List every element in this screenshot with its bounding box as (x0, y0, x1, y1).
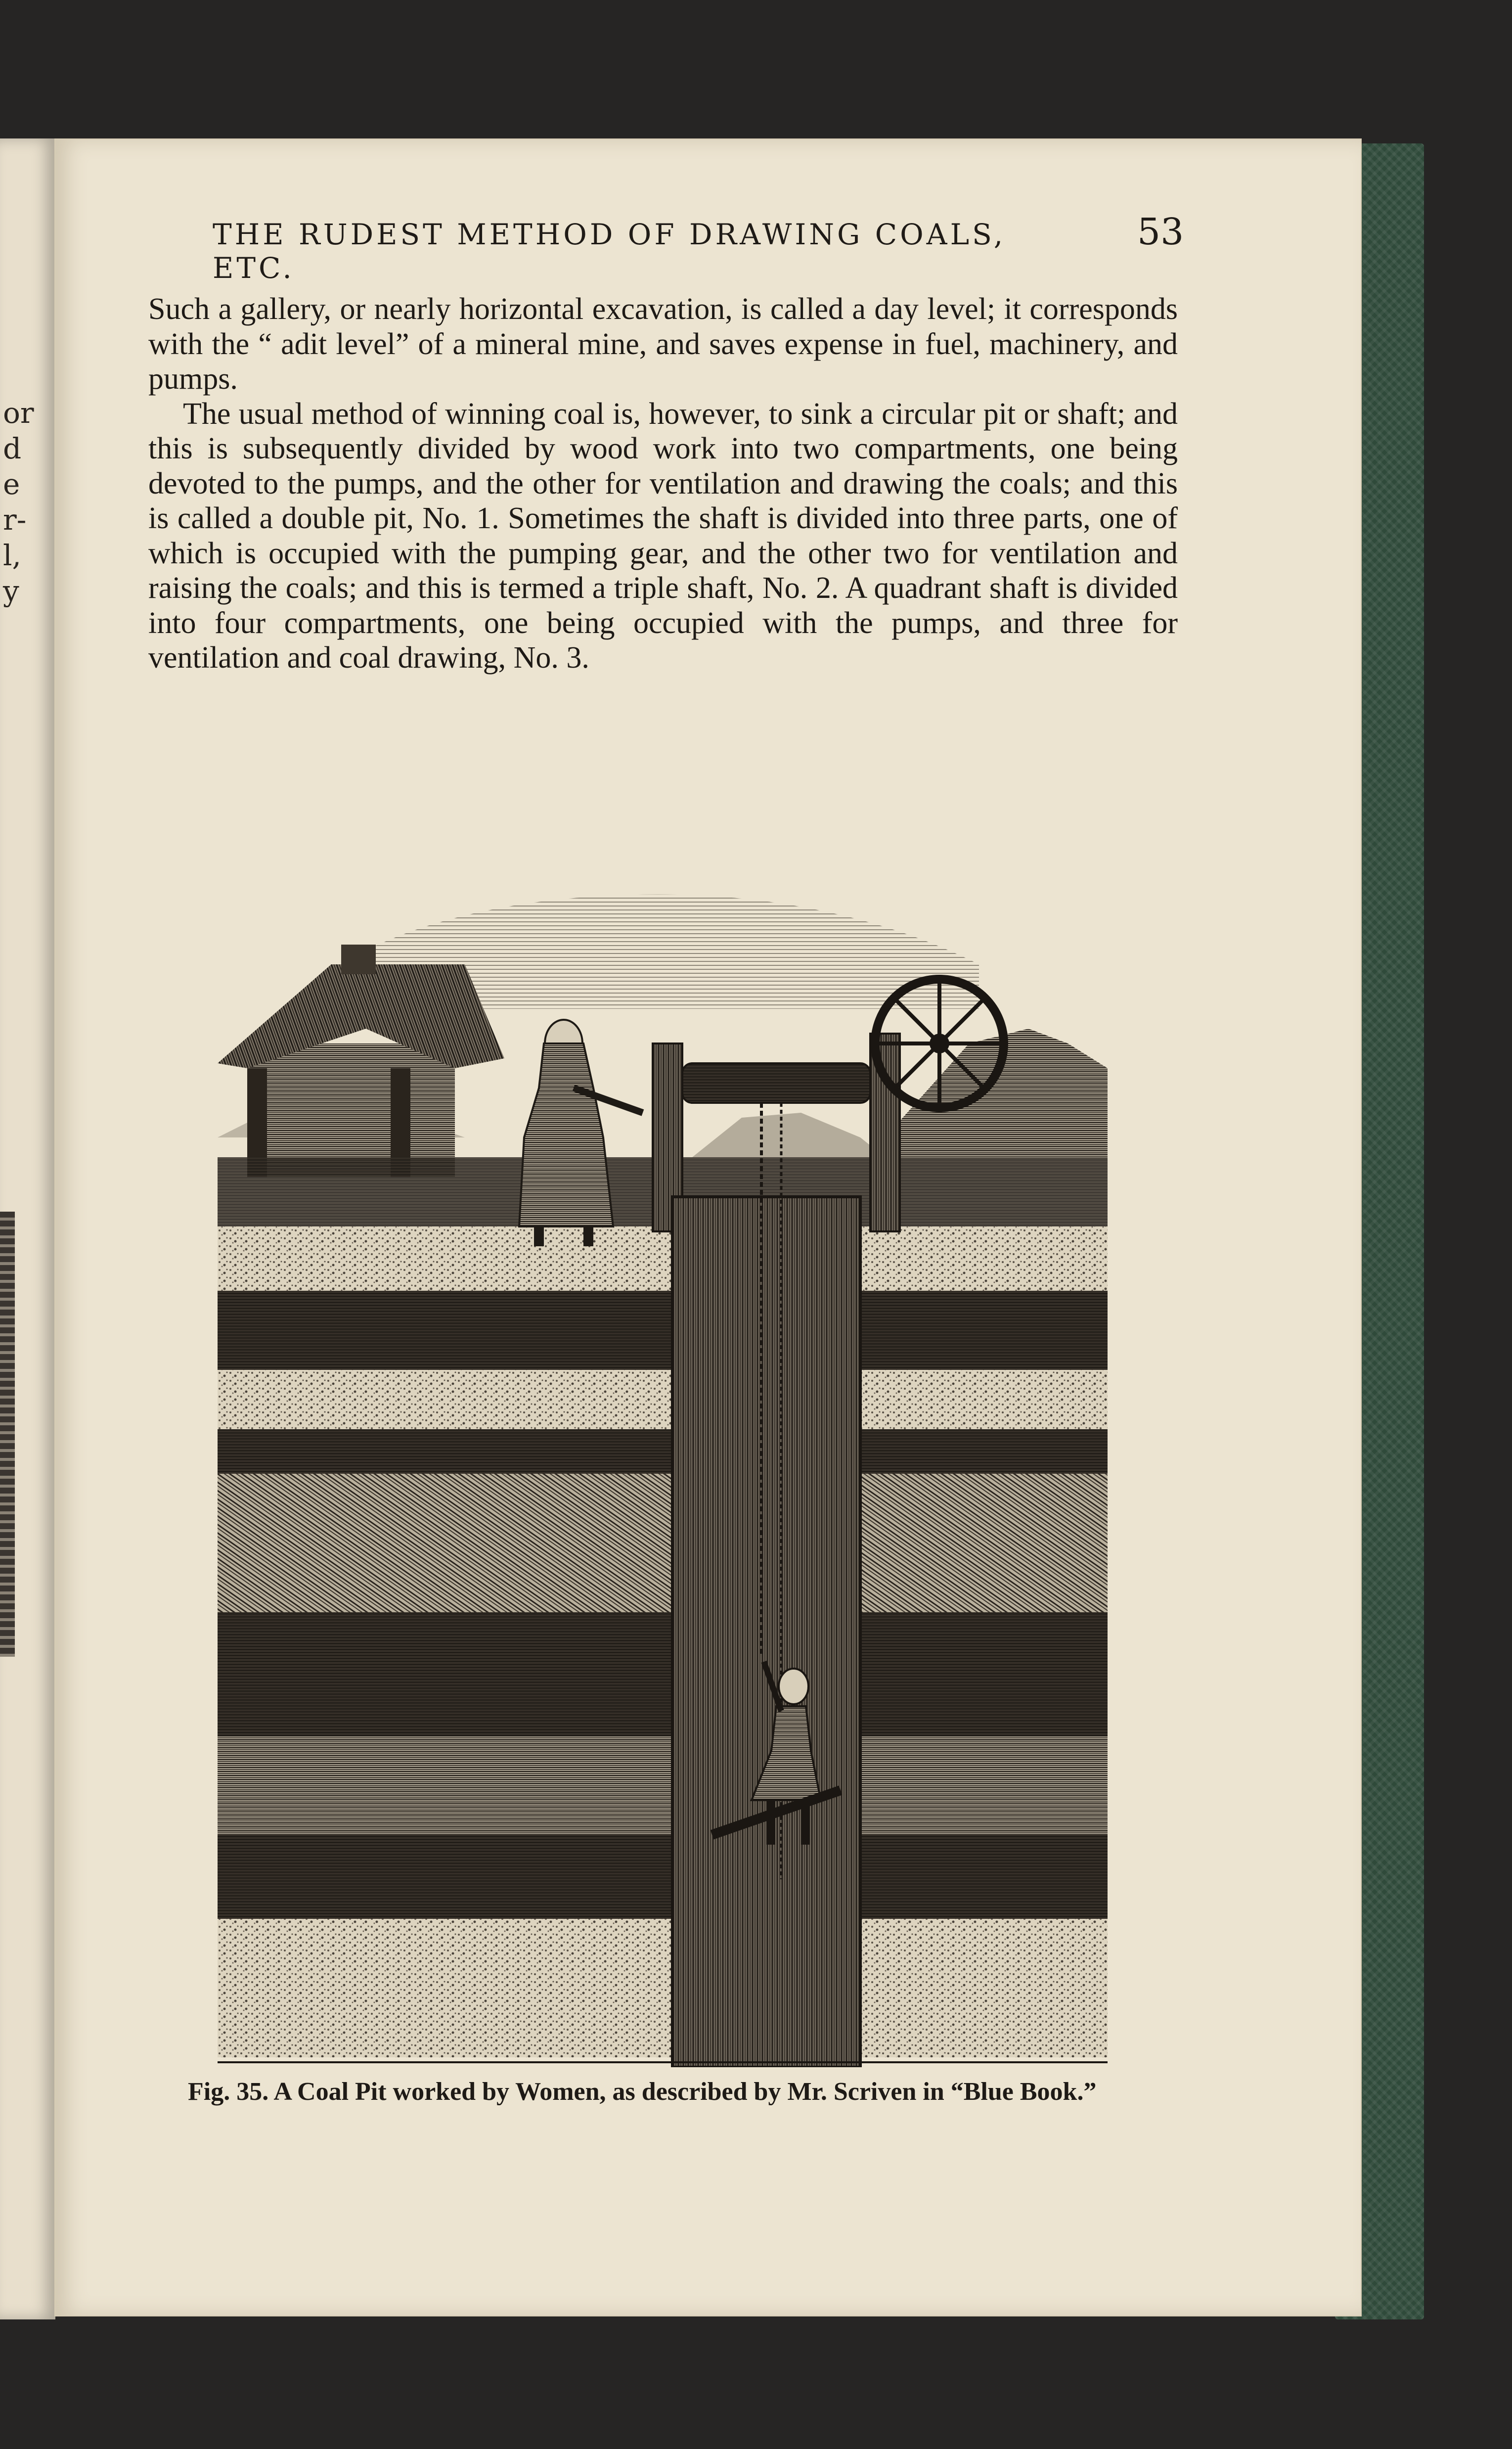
left-page-fragment: r- (3, 503, 27, 537)
paragraph: Such a gallery, or nearly horizontal excavation, is called a day level; it corresponds with the “ adit level” of a mineral mine, and saves expense in fuel, machinery, and pumps. (148, 292, 1178, 396)
coal-pit-engraving (218, 880, 1108, 2067)
body-text (148, 292, 1178, 676)
page-number: 53 (1137, 211, 1184, 253)
left-page-fragment: l, (3, 539, 21, 572)
figure-caption: Fig. 35. A Coal Pit worked by Women, as described by Mr. Scriven in “Blue Book.” (188, 2078, 1097, 2106)
paragraph: The usual method of winning coal is, however, to sink a circular pit or shaft; and this is subsequently divided by wood work into two compartments, one being devoted to the pumps, and the other for ventilation and drawing the coals; and this is called a double pit, No. 1. Sometimes the shaft is divided into three parts, one of which is occupied with the pumping gear, and the other two for ventilation and raising the coals; and this is termed a triple shaft, No. 2. A quadrant shaft is divided into four compartments, one being occupied with the pumps, and three for ventilation and coal drawing, No. 3. (148, 397, 1178, 675)
left-page-fragment: or (3, 396, 34, 430)
left-page-fragment: e (3, 467, 20, 501)
left-page-engraving-edge (0, 1212, 15, 1657)
running-head: THE RUDEST METHOD OF DRAWING COALS, ETC. (213, 218, 1006, 285)
left-page-fragment: y (3, 574, 19, 608)
left-page-fragment: d (3, 432, 22, 465)
facing-left-page (0, 138, 55, 2319)
